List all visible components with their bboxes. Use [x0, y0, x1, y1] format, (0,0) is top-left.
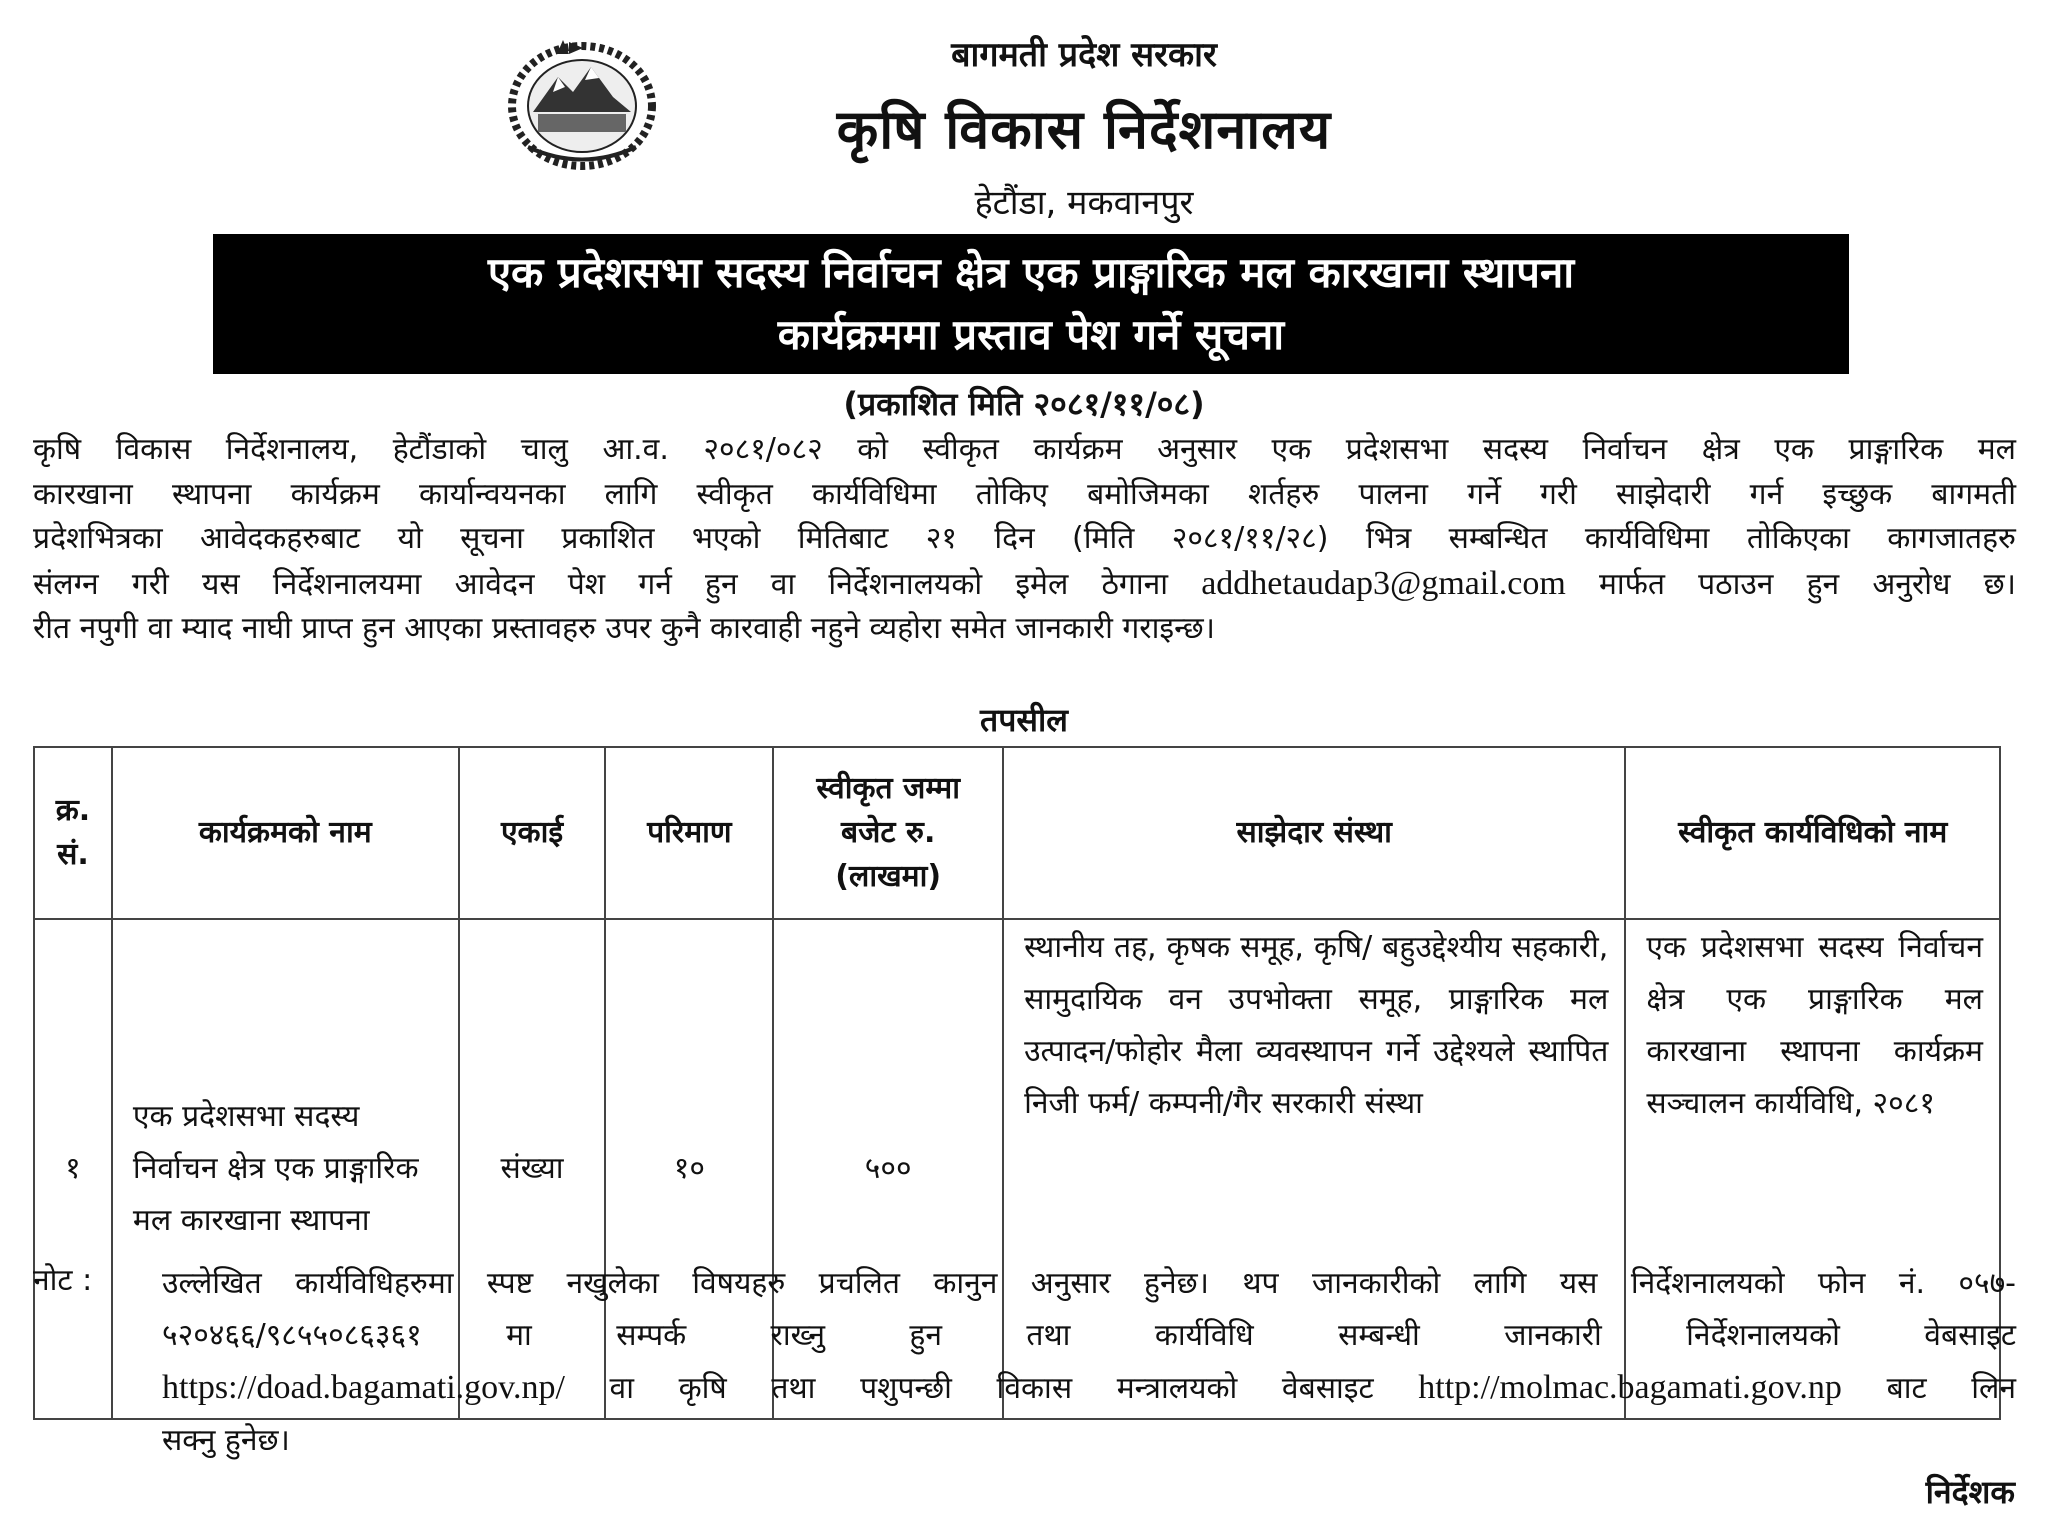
table-title: तपसील — [979, 701, 1069, 739]
department-name: कृषि विकास निर्देशनालय — [836, 98, 1332, 161]
body-line: कृषि विकास निर्देशनालय, हेटौंडाको चालु आ.व. २०८१/०८२ को स्वीकृत कार्यक्रम अनुसार एक प्रदेशसभा सदस्य निर्वाचन क्षेत्र एक प्राङ्गारिक मल — [33, 432, 2016, 467]
header-budget — [773, 747, 1003, 919]
notice-title-line-2: कार्यक्रममा प्रस्ताव पेश गर्ने सूचना — [777, 310, 1285, 359]
signatory-title: निर्देशक — [1925, 1473, 2015, 1511]
note-text-segment: वा कृषि तथा पशुपन्छी विकास मन्त्रालयको वेबसाइट — [609, 1371, 1374, 1406]
header-text: बजेट रु. — [841, 815, 936, 850]
body-text: मार्फत पठाउन हुन अनुरोध छ। — [1598, 566, 2016, 602]
body-line: कारखाना स्थापना कार्यक्रम कार्यान्वयनका लागि स्वीकृत कार्यविधिमा तोकिए बमोजिमका शर्तहरु पालना गर्ने गरी साझेदारी गर्न इच्छुक बागमती — [33, 476, 2016, 512]
notice-title-banner — [213, 234, 1849, 374]
department-website-link[interactable]: https://doad.bagamati.gov.np/ — [162, 1369, 565, 1406]
notice-body — [33, 428, 2016, 652]
ministry-website-link[interactable]: http://molmac.bagamati.gov.np — [1418, 1369, 1842, 1406]
note-text-segment: बाट लिन — [1886, 1371, 2016, 1406]
email-address[interactable]: addhetaudap3@gmail.com — [1201, 564, 1566, 602]
cell-budget: ५०० — [773, 919, 1003, 1419]
header-partner-organization: साझेदार संस्था — [1003, 747, 1625, 919]
note-line: ५२०४६६/९८५५०८६३६१ मा सम्पर्क राख्नु हुन तथा कार्यविधि सम्बन्धी जानकारी निर्देशनालयको वेबसाइट — [162, 1318, 2016, 1353]
table-header-row — [34, 747, 2000, 919]
cell-unit: संख्या — [459, 919, 606, 1419]
header-quantity: परिमाण — [605, 747, 773, 919]
body-line: रीत नपुगी वा म्याद नाघी प्राप्त हुन आएका प्रस्तावहरु उपर कुनै कारवाही नहुने व्यहोरा समेत जानकारी गराइन्छ। — [33, 611, 1216, 646]
cell-serial-number: १ — [34, 919, 112, 1419]
note-label: नोट : — [33, 1263, 93, 1298]
header-text: स्वीकृत जम्मा — [816, 771, 961, 806]
body-text: संलग्न गरी यस निर्देशनालयमा आवेदन पेश गर्न हुन वा निर्देशनालयको इमेल ठेगाना — [33, 566, 1169, 602]
published-date: (प्रकाशित मिति २०८१/११/०८) — [843, 385, 1205, 423]
header-procedure-name: स्वीकृत कार्यविधिको नाम — [1625, 747, 2000, 919]
note-line: सक्नु हुनेछ। — [162, 1423, 290, 1458]
header-text: (लाखमा) — [835, 859, 942, 894]
cell-partner-organization: स्थानीय तह, कृषक समूह, कृषि/ बहुउद्देश्यीय सहकारी, सामुदायिक वन उपभोक्ता समूह, प्राङ्गारिक मल उत्पादन/फोहोर मैला व्यवस्थापन गर्ने उद्देश्यले स्थापित निजी फर्म/ कम्पनी/गैर सरकारी संस्था — [1003, 919, 1625, 1419]
header-text: सं. — [57, 837, 89, 872]
cell-quantity: १० — [605, 919, 773, 1419]
header-serial-number — [34, 747, 112, 919]
cell-procedure-name: एक प्रदेशसभा सदस्य निर्वाचन क्षेत्र एक प्राङ्गारिक मल कारखाना स्थापना कार्यक्रम सञ्चालन कार्यविधि, २०८१ — [1625, 919, 2000, 1419]
notice-title-line-1: एक प्रदेशसभा सदस्य निर्वाचन क्षेत्र एक प्राङ्गारिक मल कारखाना स्थापना — [487, 248, 1575, 297]
note-text — [162, 1258, 2016, 1467]
header-unit: एकाई — [459, 747, 606, 919]
government-name: बागमती प्रदेश सरकार — [951, 35, 1217, 75]
office-location: हेटौंडा, मकवानपुर — [974, 183, 1194, 223]
body-line: प्रदेशभित्रका आवेदकहरुबाट यो सूचना प्रकाशित भएको मितिबाट २१ दिन (मिति २०८१/११/२८) भित्र सम्बन्धित कार्यविधिमा तोकिएका कागजातहरु — [33, 521, 2016, 556]
header-text: क्र. — [55, 793, 91, 828]
cell-program-name: एक प्रदेशसभा सदस्य निर्वाचन क्षेत्र एक प्राङ्गारिक मल कारखाना स्थापना — [112, 919, 459, 1419]
header-program-name: कार्यक्रमको नाम — [112, 747, 459, 919]
note-line: उल्लेखित कार्यविधिहरुमा स्पष्ट नखुलेका विषयहरु प्रचलित कानुन अनुसार हुनेछ। थप जानकारीको लागि यस निर्देशनालयको फोन नं. ०५७- — [162, 1266, 2016, 1301]
body-line-with-email — [33, 562, 2016, 608]
note-line-with-links — [162, 1362, 2016, 1415]
